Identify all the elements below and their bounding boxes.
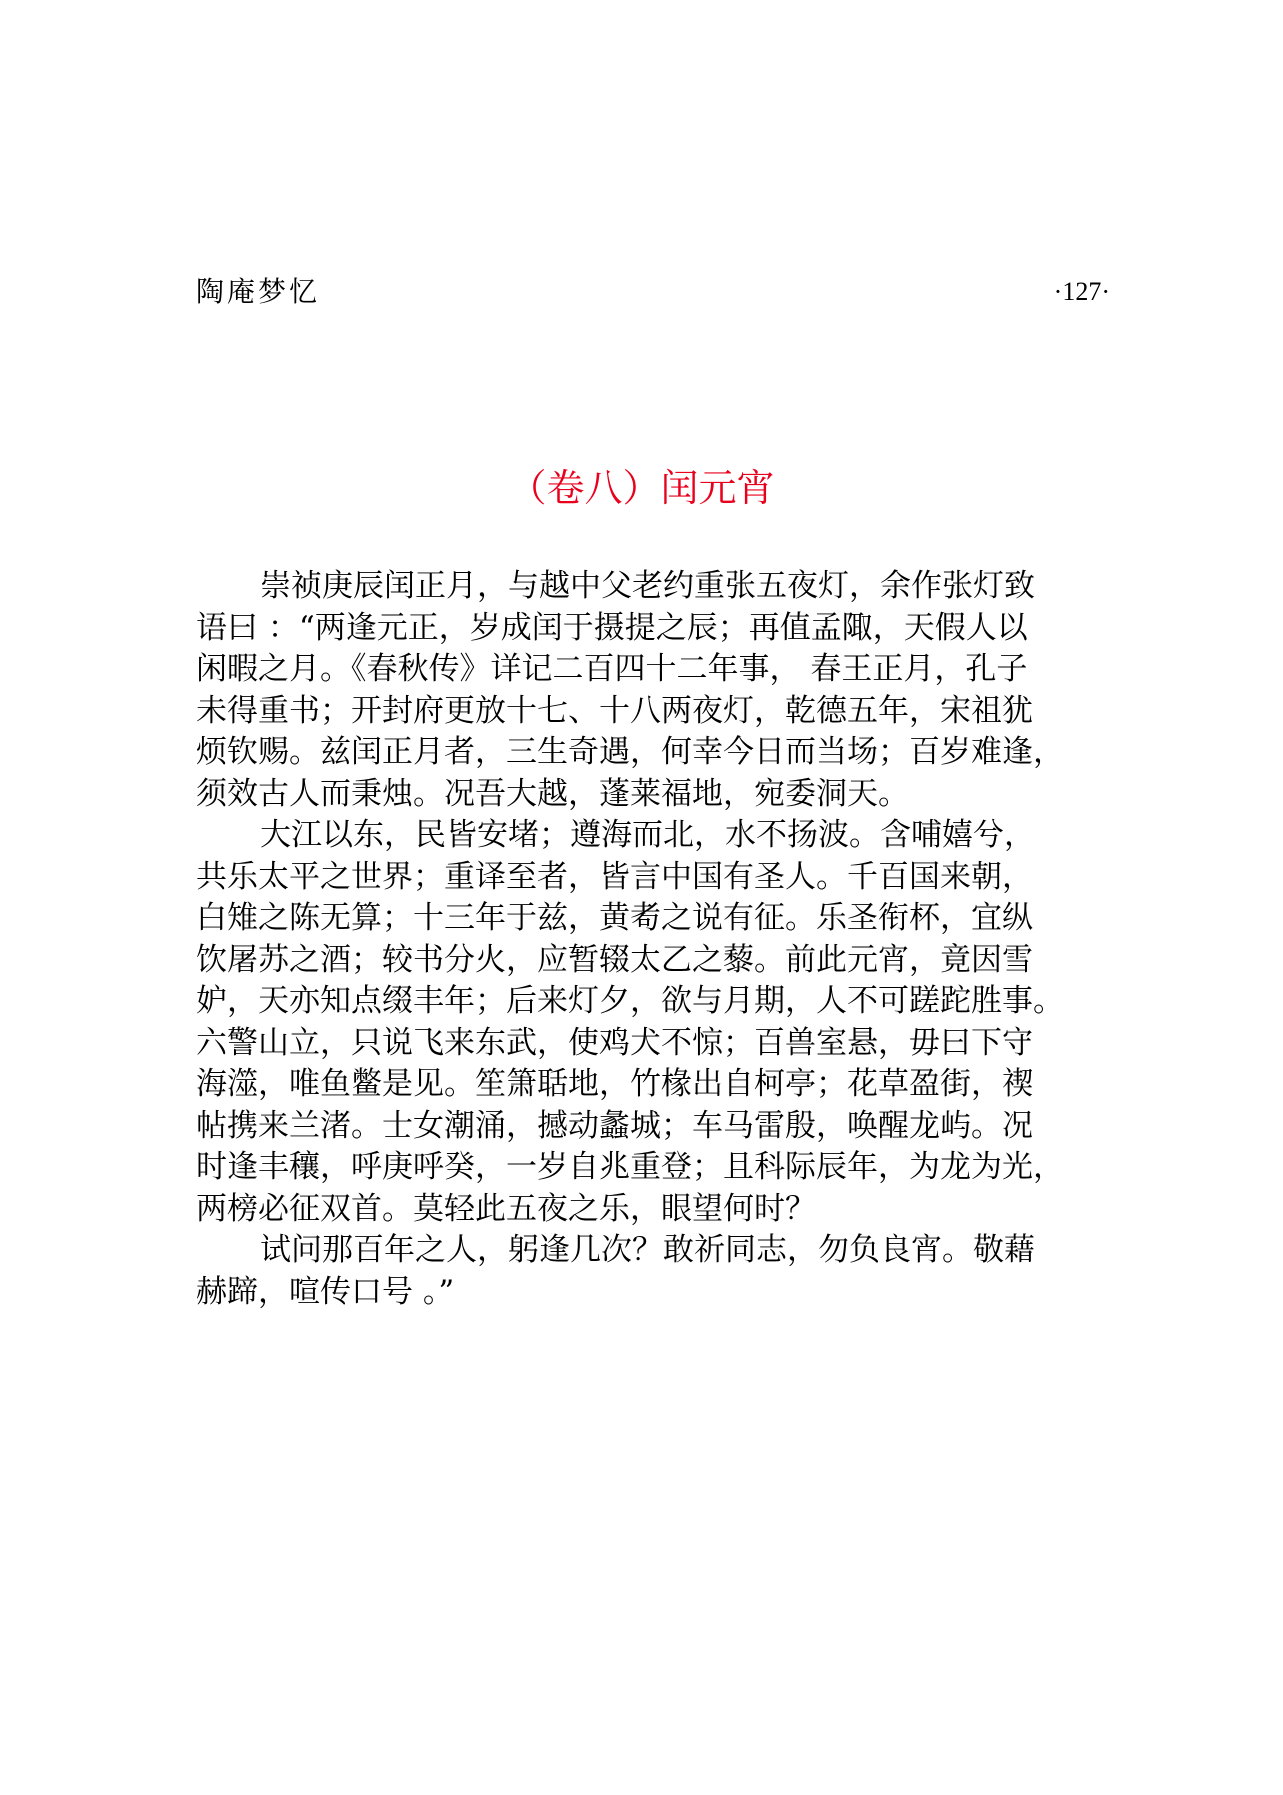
paragraph-line: 须效古人而秉烛。况吾大越，蓬莱福地，宛委洞天。 bbox=[196, 775, 909, 812]
paragraph-line: 白雉之陈无算；十三年于兹，黄耇之说有征。乐圣衔杯，宜纵 bbox=[196, 900, 1033, 936]
book-title: 陶庵梦忆 bbox=[196, 275, 321, 308]
paragraph-line: 海澨，唯鱼鳖是见。笙箫聒地，竹椽出自柯亭；花草盈街，禊 bbox=[196, 1066, 1033, 1102]
page-number: ·127· bbox=[1053, 277, 1110, 306]
paragraph-line: 时逢丰穰，呼庚呼癸，一岁自兆重登；且科际辰年，为龙为光， bbox=[196, 1149, 1064, 1185]
paragraph-line: 崇祯庚辰闰正月，与越中父老约重张五夜灯，余作张灯致 bbox=[260, 568, 1035, 604]
paragraph-line: 烦钦赐。兹闰正月者，三生奇遇，何幸今日而当场；百岁难逢， bbox=[196, 734, 1064, 770]
chapter-title: （卷八）闰元宵 bbox=[508, 466, 775, 510]
paragraph-line: 大江以东，民皆安堵；遵海而北，水不扬波。含哺嬉兮， bbox=[260, 817, 1035, 853]
paragraph-line: 两榜必征双首。莫轻此五夜之乐，眼望何时？ bbox=[196, 1190, 816, 1227]
paragraph-line: 饮屠苏之酒；较书分火，应暂辍太乙之藜。前此元宵，竟因雪 bbox=[196, 941, 1033, 978]
paragraph-line: 语曰 ：“两逢元正，岁成闰于摄提之辰；再值孟陬，天假人以 bbox=[196, 609, 1028, 646]
paragraph-line: 共乐太平之世界；重译至者，皆言中国有圣人。千百国来朝， bbox=[196, 858, 1033, 895]
paragraph-line: 帖携来兰渚。士女潮涌，撼动蠡城；车马雷殷，唤醒龙屿。况 bbox=[196, 1107, 1033, 1144]
paragraph-line: 试问那百年之人，躬逢几次？敢祈同志，勿负良宵。敬藉 bbox=[260, 1232, 1035, 1268]
paragraph-line: 赫蹄，喧传口号 。” bbox=[196, 1273, 455, 1310]
paragraph-line: 六警山立，只说飞来东武，使鸡犬不惊；百兽室悬，毋曰下守 bbox=[196, 1024, 1033, 1061]
paragraph-line: 妒，天亦知点缀丰年；后来灯夕，欲与月期，人不可蹉跎胜事。 bbox=[196, 983, 1064, 1019]
body-text bbox=[196, 566, 1106, 1313]
page-header bbox=[196, 272, 1110, 312]
paragraph-line: 未得重书；开封府更放十七、十八两夜灯，乾德五年，宋祖犹 bbox=[196, 692, 1033, 729]
paragraph-line: 闲暇之月。《春秋传》详记二百四十二年事， 春王正月，孔子 bbox=[196, 651, 1028, 687]
